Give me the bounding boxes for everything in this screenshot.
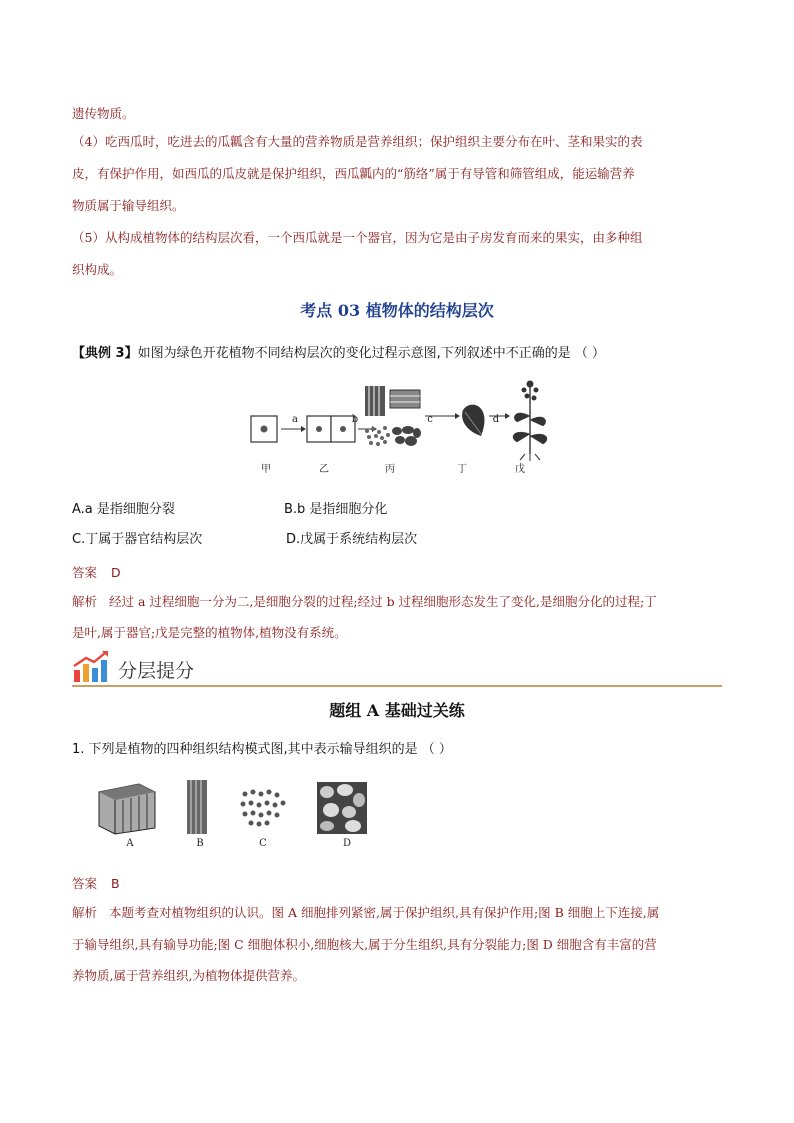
option-b: B.b 是指细胞分化: [284, 502, 388, 517]
stage-label-wu: 戊: [515, 464, 525, 475]
q1-analysis-line-3: 养物质,属于营养组织,为植物体提供营养。: [72, 968, 305, 983]
cell-divided-icon: [307, 416, 355, 442]
example-tag: 【典例 3】: [72, 346, 138, 361]
q1-answer-value: B: [111, 876, 120, 891]
q1-analysis-line-2: 于输导组织,具有输导功能;图 C 细胞体积小,细胞核大,属于分生组织,具有分裂能力;图 D 细胞含有丰富的营: [72, 937, 657, 952]
example-question-text: 如图为绿色开花植物不同结构层次的变化过程示意图,下列叙述中不正确的是 （ ）: [137, 346, 605, 361]
analysis-row: [72, 592, 732, 610]
q1-analysis-row: [72, 903, 732, 921]
analysis-label: 解析: [72, 594, 98, 609]
option-c: C.丁属于器官结构层次: [72, 532, 203, 547]
nutrient-tissue-icon: [317, 782, 367, 834]
structure-levels-figure: [245, 376, 555, 476]
protective-tissue-icon: [99, 784, 155, 834]
figure-label-d: D: [342, 838, 352, 849]
stage-label-yi: 乙: [319, 464, 329, 475]
option-d: D.戊属于系统结构层次: [286, 532, 418, 547]
q1-answer-row: [72, 873, 120, 892]
answer-value: D: [111, 565, 121, 580]
plant-icon: [513, 381, 547, 461]
paragraph-5-line-2: 织构成。: [72, 262, 123, 277]
analysis-line-2: 是叶,属于器官;戊是完整的植物体,植物没有系统。: [72, 625, 347, 640]
paragraph-5-line-1: （5）从构成植物体的结构层次看，一个西瓜就是一个器官，因为它是由子房发育而来的果实，由多种组: [72, 230, 643, 245]
q1-answer-label: 答案: [72, 876, 98, 891]
paragraph-4-line-3: 物质属于输导组织。: [72, 198, 185, 213]
stage-label-bing: 丙: [385, 464, 395, 475]
tissues-figure: [95, 778, 375, 838]
text-line: 遗传物质。: [72, 106, 135, 121]
stage-label-jia: 甲: [261, 464, 271, 475]
q1-question: 1. 下列是植物的四种组织结构模式图,其中表示输导组织的是 （ ）: [72, 742, 452, 757]
q1-analysis-line-1: 本题考查对植物组织的认识。图 A 细胞排列紧密,属于保护组织,具有保护作用;图 B 细胞上下连接,属: [109, 905, 660, 920]
analysis-line-1: 经过 a 过程细胞一分为二,是细胞分裂的过程;经过 b 过程细胞形态发生了变化,是细胞分化的过程;丁: [109, 594, 657, 609]
figure-label-c: C: [259, 838, 267, 849]
tissues-icon: [365, 386, 421, 446]
figure-label-b: B: [196, 838, 204, 849]
paragraph-4-line-2: 皮，有保护作用，如西瓜的瓜皮就是保护组织，西瓜瓤内的“筋络”属于有导管和筛管组成，能运输营养: [72, 166, 635, 181]
option-a: A.a 是指细胞分裂: [72, 502, 175, 517]
figure-label-a: A: [126, 838, 134, 849]
bar-chart-arrow-icon: [72, 650, 110, 684]
cell-single-icon: [251, 416, 277, 442]
stage-label-ding: 丁: [457, 464, 467, 475]
arrow-label-b: b: [351, 414, 359, 425]
arrow-label-a: a: [292, 414, 298, 425]
answer-label: 答案: [72, 565, 98, 580]
conducting-tissue-icon: [187, 780, 207, 834]
leaf-icon: [462, 405, 484, 436]
meristem-tissue-icon: [241, 790, 286, 827]
arrow-label-d: d: [492, 414, 500, 425]
arrow-label-c: c: [427, 414, 433, 425]
example-question: [72, 342, 605, 361]
section-title: 考点 03 植物体的结构层次: [300, 301, 494, 320]
banner-divider: [72, 685, 722, 687]
section-banner: [72, 648, 722, 686]
q1-analysis-label: 解析: [72, 905, 98, 920]
paragraph-4-line-1: （4）吃西瓜时，吃进去的瓜瓤含有大量的营养物质是营养组织；保护组织主要分布在叶、茎和果实的表: [72, 134, 643, 149]
group-title: 题组 A 基础过关练: [329, 701, 465, 720]
answer-row: [72, 562, 121, 581]
banner-title: 分层提分: [118, 660, 195, 682]
